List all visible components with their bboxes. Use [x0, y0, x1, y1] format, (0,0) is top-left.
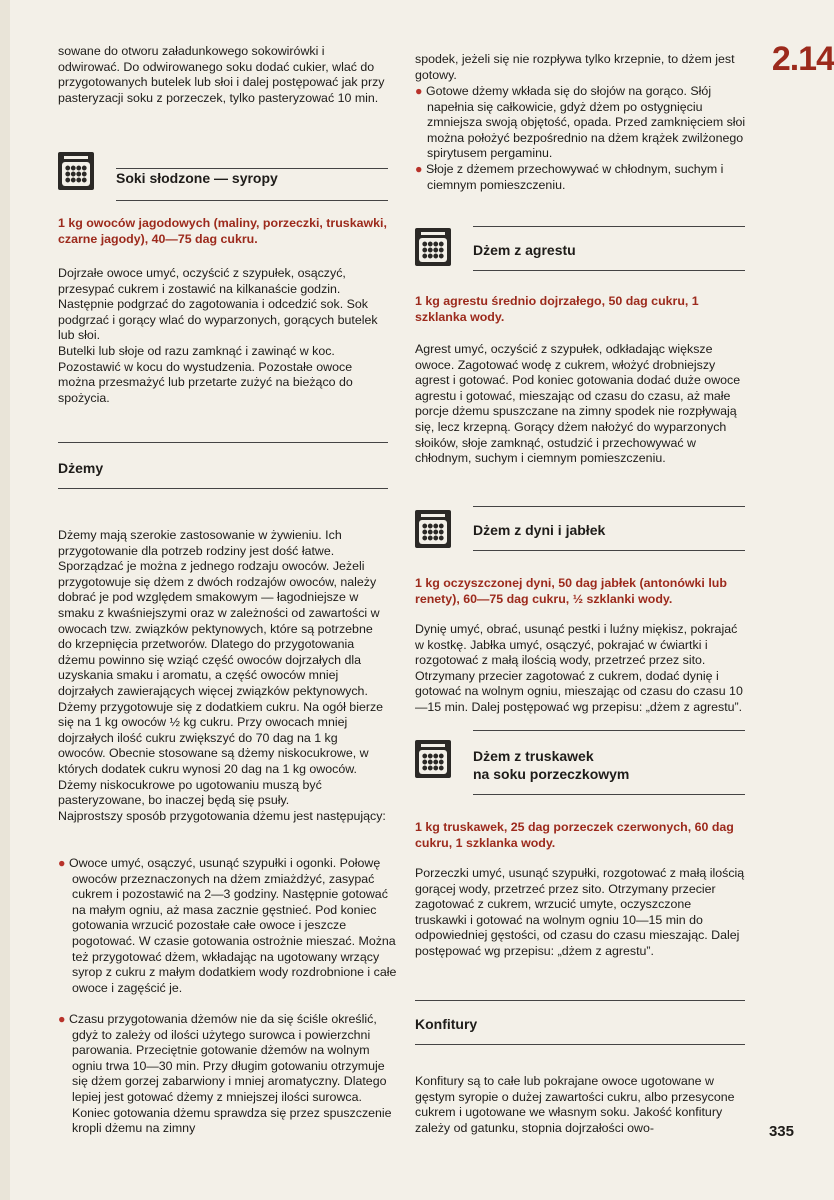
divider: [473, 270, 745, 271]
recipe-agrest: Agrest umyć, oczyścić z szypułek, odkładając większe owoce. Zagotować wodę z cukrem, włożyć drobniejszy agrest i gotować. Pod koniec gotowania dodać duże owoce agrestu i gotować, mieszając od czasu do czasu, aż małe porcje dżemu spuszczane na zimny spodek nie rozpływają się, lecz krzepną. Gorący dżem nałożyć do wyparzonych słoików, słoje zamknąć, ostudzić i przechowywać w chłodnym, suchym i ciemnym pomieszczeniu.: [415, 342, 741, 466]
ingredients-truskawki: 1 kg truskawek, 25 dag porzeczek czerwonych, 60 dag cukru, 1 szklanka wody.: [415, 820, 734, 850]
intro-paragraph: sowane do otworu załadunkowego sokowirówki i odwirować. Do odwirowanego soku dodać cukier, wlać do przygotowanych butelek lub słoi i dalej postępować jak przy pasteryzacji soku z porzeczek, tylko pasteryzować 10 min.: [58, 44, 385, 105]
paragraph-konfitury: Konfitury są to całe lub pokrajane owoce ugotowane w gęstym syropie o dużej zawartości cukru, albo przesycone cukrem i ugotowane we własnym soku. Jakość konfitury zależy od gatunku, stopnia dojrzałości owo-: [415, 1074, 735, 1135]
bullet-text: Owoce umyć, osączyć, usunąć szypułki i ogonki. Połowę owoców przeznaczonych na dżem zmiażdżyć, zasypać cukrem i pozostawić na 2—3 godziny. Następnie gotować na małym ogniu, aż masa zacznie gęstnieć. Pod koniec gotowania wrzucić pozostałe całe owoce i jeszcze pogotować. W czasie gotowania ostrożnie mieszać. Można też przygotować dżem, wkładając na ugotowany wrzący syrop z cukru z małym dodatkiem wody rozdrobnione i całe owoce i zagęścić je.: [68, 856, 397, 995]
divider: [473, 226, 745, 227]
bullet-paragraph: [415, 162, 757, 193]
divider: [473, 794, 745, 795]
continued-paragraph: spodek, jeżeli się nie rozpływa tylko krzepnie, to dżem jest gotowy.: [415, 52, 735, 82]
divider: [116, 168, 388, 169]
divider: [473, 550, 745, 551]
bullet-paragraph: [58, 856, 402, 996]
ingredients-soki: 1 kg owoców jagodowych (maliny, porzeczki, truskawki, czarne jagody), 40—75 dag cukru.: [58, 216, 387, 246]
divider: [473, 730, 745, 731]
jar-icon: [415, 510, 451, 548]
recipe-dynia: Dynię umyć, obrać, usunąć pestki i luźny miękisz, pokrajać w kostkę. Jabłka umyć, osączyć, pokrajać w ćwiartki i rozgotować z małą ilością wody, przetrzeć przez sito. Otrzymany przecier zagotować z cukrem, dodać dynię i gotować na wolnym ogniu, mieszając od czasu do czasu 10—15 min. Dalej postępować wg przepisu: „dżem z agrestu”.: [415, 622, 743, 714]
divider: [473, 506, 745, 507]
bullet-icon: ●: [415, 162, 423, 176]
ingredients-dynia: 1 kg oczyszczonej dyni, 50 dag jabłek (antonówki lub renety), 60—75 dag cukru, ½ szklanki wody.: [415, 576, 727, 606]
page-number: 335: [768, 1123, 794, 1140]
bullet-text: Gotowe dżemy wkłada się do słojów na gorąco. Słój napełnia się całkowicie, gdyż dżem po ostygnięciu zmniejsza swoją objętość, opada. Przed zamknięciem słoi można położyć bezpośrednio na dżem krążek zwilżonego spirytusem pergaminu.: [425, 84, 746, 161]
bullet-text: Czasu przygotowania dżemów nie da się ściśle określić, gdyż to zależy od ilości użytego surowca i powierzchni parowania. Przeciętnie gotowanie dżemów na wolnym ogniu trwa 10—30 min. Przy długim gotowaniu otrzymuje się dżem gorzej zabarwiony i mniej aromatyczny. Dlatego lepiej jest gotować dżemy z mniejszej ilości surowca. Koniec gotowania dżemu sprawdza się przez spuszczenie kropli dżemu na zimny: [68, 1012, 392, 1136]
divider: [58, 442, 388, 443]
bullet-text: Słoje z dżemem przechowywać w chłodnym, suchym i ciemnym pomieszczeniu.: [425, 162, 724, 192]
bullet-paragraph: [415, 84, 757, 162]
divider: [415, 1000, 745, 1001]
ingredients-agrest: 1 kg agrestu średnio dojrzałego, 50 dag cukru, 1 szklanka wody.: [415, 294, 699, 324]
divider: [116, 200, 388, 201]
page-edge-shadow: [0, 0, 10, 1200]
jar-icon: [58, 152, 94, 190]
jar-icon: [415, 228, 451, 266]
paragraph-dzemy: Dżemy mają szerokie zastosowanie w żywieniu. Ich przygotowanie dla potrzeb rodziny jest dość łatwe. Sporządzać je można z jednego rodzaju owoców. Jeżeli przygotowuje się dżem z dwóch rodzajów owoców, należy dobrać je pod względem smakowym — łagodniejsze w smaku z kwaśniejszymi oraz w zależności od zawartości w owocach tzw. związków pektynowych, które są potrzebne do krzepnięcia przetworów. Dlatego do przygotowania dżemu powinno się wziąć część owoców dojrzałych dla uzyskania smaku i aromatu, a część owoców mniej dojrzałych zawierających więcej związków pektynowych. Dżemy przygotowuje się z dodatkiem cukru. Na ogół bierze się na 1 kg owoców ½ kg cukru. Przy owocach mniej dojrzałych ilość cukru zwiększyć do 70 dag na 1 kg owoców. Obecnie stosowane są dżemy niskocukrowe, w których dodatek cukru wynosi 20 dag na 1 kg owoców. Dżemy niskocukrowe po ugotowaniu muszą być pasteryzowane, bo inaczej będą się psuły. Najprostszy sposób przygotowania dżemu jest następujący:: [58, 528, 386, 823]
bullet-icon: ●: [58, 1012, 66, 1026]
section-heading-dzemy: Dżemy: [58, 460, 104, 476]
recipe-heading-truskawki-line2: na soku porzeczkowym: [473, 766, 630, 782]
bullet-paragraph: [58, 1012, 402, 1137]
recipe-heading-truskawki: Dżem z truskawek: [473, 748, 594, 764]
recipe-heading-dynia: Dżem z dyni i jabłek: [473, 522, 606, 538]
divider: [415, 1044, 745, 1045]
recipe-heading-agrest: Dżem z agrestu: [473, 242, 576, 258]
section-heading-konfitury: Konfitury: [415, 1016, 478, 1032]
bullet-icon: ●: [415, 84, 423, 98]
bullet-icon: ●: [58, 856, 66, 870]
divider: [58, 488, 388, 489]
section-number: 2.14: [771, 40, 834, 78]
recipe-truskawki: Porzeczki umyć, usunąć szypułki, rozgotować z małą ilością gorącej wody, przetrzeć przez sito. Otrzymany przecier zagotować z cukrem, wrzucić umyte, oczyszczone truskawki i gotować na wolnym ogniu 10—15 min do odpowiedniej gęstości, od czasu do czasu mieszając. Dalej postępować wg przepisu: „dżem z agrestu”.: [415, 866, 745, 958]
section-heading-soki: Soki słodzone — syropy: [116, 170, 278, 186]
jar-icon: [415, 740, 451, 778]
recipe-soki: Dojrzałe owoce umyć, oczyścić z szypułek, osączyć, przesypać cukrem i zostawić na kilkanaście godzin. Następnie podgrzać do zagotowania i odcedzić sok. Sok podgrzać i gorący wlać do wyparzonych, gorących butelek lub słoi. Butelki lub słoje od razu zamknąć i zawinąć w koc. Pozostawić w kocu do wystudzenia. Pozostałe owoce można przesmażyć lub przetarte zużyć na bieżąco do spożycia.: [58, 266, 378, 405]
